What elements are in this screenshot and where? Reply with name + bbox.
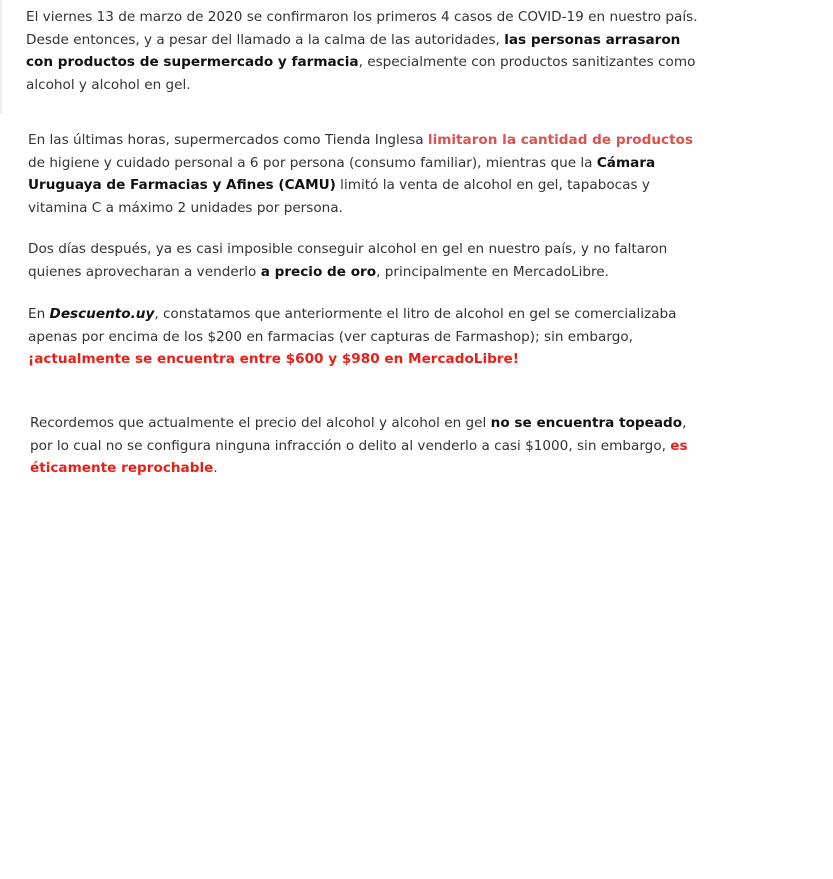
text: Recordemos que actualmente el precio del alcohol y alcohol en gel xyxy=(30,415,491,431)
limit-products-link[interactable]: limitaron la cantidad de productos xyxy=(427,132,694,148)
brand-name: Descuento.uy xyxy=(49,306,155,322)
bold-text: a precio de oro xyxy=(260,263,377,280)
blockquote-rule xyxy=(0,0,2,114)
price-highlight: ¡actualmente se encuentra entre $600 y $980 en MercadoLibre! xyxy=(28,351,519,367)
text: . xyxy=(213,460,218,476)
bold-text: Cámara Uruguaya de Farmacias y Afines (CAMU) xyxy=(28,154,656,193)
article-paragraph-3 xyxy=(28,238,708,283)
ethics-highlight: es éticamente reprochable xyxy=(30,437,688,476)
article-paragraph-2 xyxy=(28,129,708,219)
text: En las últimas horas, supermercados como Tienda Inglesa xyxy=(28,132,428,148)
text: , por lo cual no se configura ninguna infracción o delito al venderlo a casi $1000, sin embargo, xyxy=(30,415,687,454)
bold-text: las personas arrasaron con productos de supermercado y farmacia xyxy=(26,31,681,70)
text: , constatamos que anteriormente el litro de alcohol en gel se comercializaba apenas por encima de los $200 en farmacias (ver capturas de Farmashop); sin embargo, xyxy=(28,306,677,345)
text: Dos días después, ya es casi imposible conseguir alcohol en gel en nuestro país, y no faltaron quienes aprovecharan a venderlo xyxy=(28,241,668,280)
text: , principalmente en MercadoLibre. xyxy=(376,263,609,280)
text: En xyxy=(28,306,50,322)
article-paragraph-1 xyxy=(26,6,706,96)
text: de higiene y cuidado personal a 6 por persona (consumo familiar), mientras que la xyxy=(28,154,597,171)
text: El viernes 13 de marzo de 2020 se confirmaron los primeros 4 casos de COVID-19 en nuestro país. Desde entonces, y a pesar del llamado a la calma de las autoridades, xyxy=(26,9,698,48)
text: limitó la venta de alcohol en gel, tapabocas y vitamina C a máximo 2 unidades por persona. xyxy=(28,177,650,216)
bold-text: no se encuentra topeado xyxy=(490,415,683,431)
article-paragraph-4 xyxy=(28,303,708,371)
article-paragraph-5 xyxy=(30,412,710,480)
text: , especialmente con productos sanitizantes como alcohol y alcohol en gel. xyxy=(26,54,696,93)
